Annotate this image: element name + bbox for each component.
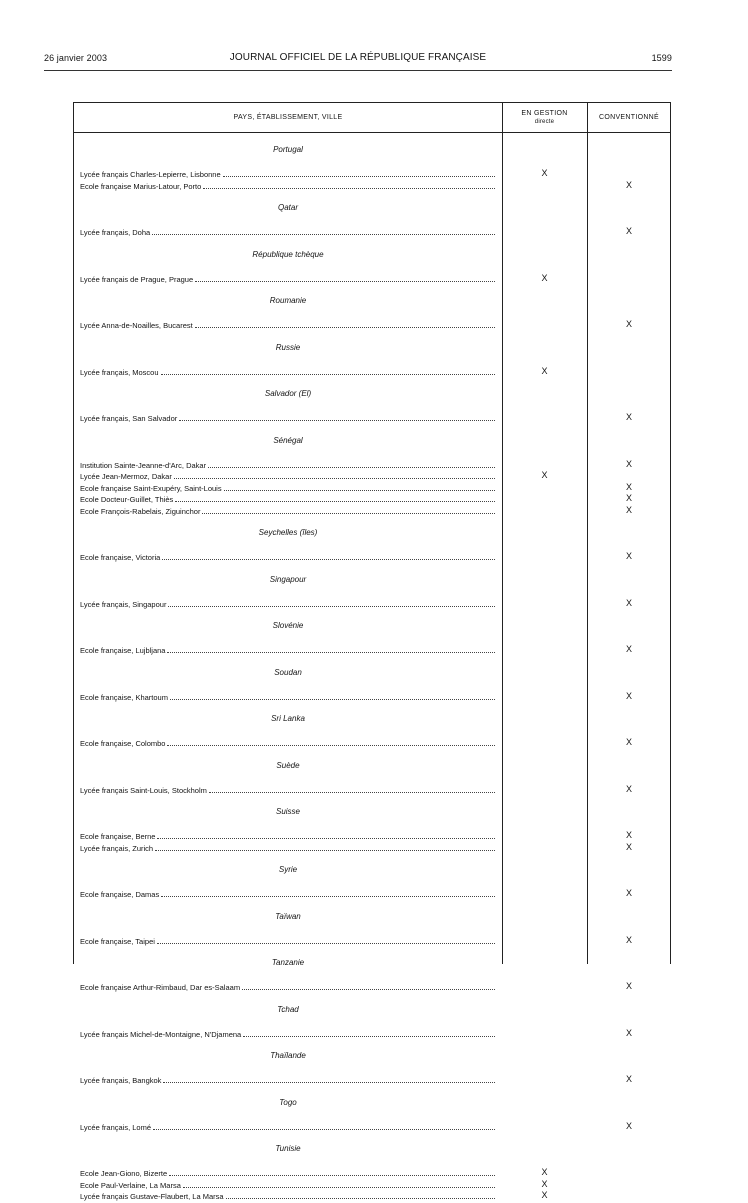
contracted-mark: X [625,1027,632,1038]
dot-leader [242,981,495,990]
contracted-mark: X [625,783,632,794]
dot-leader [157,935,495,944]
country-heading: Slovénie [272,621,304,630]
contracted-mark: X [625,841,632,852]
dot-leader [175,493,495,502]
establishment-name: Ecole française, Khartoum [80,692,168,702]
establishment-name: Lycée français, San Salvador [80,414,178,423]
table-row [74,691,670,703]
dot-leader [195,319,495,328]
table-row [74,1167,670,1179]
establishment-name: Ecole française, Taipei [80,936,155,946]
table-row [74,470,670,482]
country-heading: Tanzanie [271,958,305,967]
establishment-cell [80,888,495,901]
establishment-name: Ecole française, Damas [80,890,160,899]
table-row [74,644,670,656]
table-body [74,133,670,1202]
dot-leader [195,273,495,282]
contracted-mark: X [625,504,632,515]
establishment-cell [80,180,495,193]
country-heading: Singapour [269,574,307,584]
dot-leader [209,784,495,793]
establishment-name: Ecole François-Rabelais, Ziguinchor [80,506,201,516]
dot-leader [167,737,495,746]
table-row [74,180,670,192]
country-heading: Thaïlande [270,1051,306,1060]
table-row [74,505,670,517]
establishment-cell [80,1074,495,1087]
table-row [74,366,670,378]
table-row [74,273,670,285]
establishment-cell [80,691,495,704]
direct-management-mark: X [541,168,548,178]
country-heading: Roumanie [269,296,307,305]
establishment-name: Lycée français, Zurich [80,843,154,853]
establishment-cell [80,226,495,239]
direct-management-mark: X [541,1167,548,1177]
table-row [74,459,670,471]
column-header-establishment: PAYS, ÉTABLISSEMENT, VILLE [233,113,343,121]
direct-management-mark: X [541,272,548,283]
contracted-mark: X [625,551,632,561]
dot-leader [208,459,495,468]
dot-leader [183,1179,495,1188]
dot-leader [243,1028,495,1037]
establishment-cell [80,842,495,855]
dot-leader [161,888,495,897]
table-row [74,412,670,424]
establishment-name: Lycée français, Bangkok [80,1076,162,1085]
dot-leader [179,412,495,421]
column-header-contracted: CONVENTIONNÉ [599,113,659,121]
establishment-name: Institution Sainte-Jeanne-d'Arc, Dakar [80,460,207,470]
table-row [74,319,670,331]
establishment-name: Ecole française, Colombo [80,739,166,748]
contracted-mark: X [625,981,632,991]
direct-management-mark: X [541,1178,548,1189]
establishment-cell [80,598,495,611]
header-divider [44,70,672,71]
contracted-mark: X [625,226,632,236]
contracted-mark: X [625,830,632,840]
contracted-mark: X [625,481,632,492]
establishment-name: Lycée Jean-Mermoz, Dakar [80,472,172,481]
table-row [74,1028,670,1040]
establishment-name: Lycée français de Prague, Prague [80,274,194,284]
establishment-cell [80,935,495,948]
dot-leader [203,180,495,189]
establishment-cell [80,644,495,657]
contracted-mark: X [625,934,632,945]
establishment-cell [80,1028,495,1041]
establishment-name: Ecole Paul-Verlaine, La Marsa [80,1180,181,1190]
dot-leader [157,830,495,839]
dot-leader [152,226,495,235]
table-row [74,1179,670,1191]
contracted-mark: X [625,179,632,190]
contracted-mark: X [625,1120,632,1131]
page-number: 1599 [651,53,672,63]
establishment-name: Ecole française Arthur-Rimbaud, Dar es-Salaam [80,983,241,992]
table-row [74,1190,670,1202]
establishment-name: Lycée français, Moscou [80,367,159,377]
dot-leader [153,1121,495,1130]
establishment-cell [80,784,495,797]
establishment-cell [80,551,495,564]
country-heading: Togo [279,1097,297,1107]
establishment-name: Ecole Jean-Giono, Bizerte [80,1169,168,1178]
establishment-name: Lycée Anna-de-Noailles, Bucarest [80,321,193,330]
table-row [74,551,670,563]
dot-leader [163,1074,495,1083]
country-heading: Syrie [278,865,298,874]
country-heading: Qatar [277,203,298,212]
establishment-name: Lycée français Charles-Lepierre, Lisbonne [80,170,221,179]
contracted-mark: X [625,737,632,747]
table-row [74,830,670,842]
establishment-cell [80,1190,495,1203]
dot-leader [161,366,495,375]
contracted-mark: X [625,597,632,608]
contracted-mark: X [625,319,632,329]
issue-date: 26 janvier 2003 [44,53,108,63]
contracted-mark: X [625,458,632,469]
country-heading: Tchad [277,1004,299,1014]
journal-title: JOURNAL OFFICIEL DE LA RÉPUBLIQUE FRANÇAISE [229,52,487,63]
country-heading: Russie [275,342,301,352]
contracted-mark: X [625,412,632,422]
country-heading: Sénégal [273,435,303,445]
table-row [74,493,670,505]
direct-management-mark: X [541,1190,548,1200]
contracted-mark: X [625,690,632,701]
establishment-name: Ecole française Saint-Exupéry, Saint-Louis [80,483,222,493]
establishment-cell [80,319,495,332]
dot-leader [167,644,495,653]
establishment-name: Ecole Docteur-Guillet, Thiès [80,495,174,504]
dot-leader [155,842,495,851]
dot-leader [170,691,495,700]
table-row [74,168,670,180]
dot-leader [223,168,495,177]
schools-table [73,102,671,1201]
establishment-name: Ecole française, Berne [80,832,156,841]
contracted-mark: X [625,644,632,654]
direct-management-mark: X [541,365,548,376]
dot-leader [169,1167,495,1176]
contracted-mark: X [625,888,632,898]
table-row [74,981,670,993]
establishment-name: Lycée français, Doha [80,228,151,237]
country-heading: Soudan [274,667,302,677]
country-heading: Tunisie [275,1144,301,1153]
table-row [74,935,670,947]
table-row [74,1121,670,1133]
country-heading: République tchèque [252,249,324,259]
page-header [44,50,672,68]
establishment-name: Lycée français, Singapour [80,599,167,609]
country-heading: Sri Lanka [271,714,305,723]
establishment-cell [80,273,495,286]
dot-leader [162,551,495,560]
table-row [74,737,670,749]
establishment-cell [80,1121,495,1134]
establishment-name: Ecole française, Victoria [80,553,161,562]
establishment-cell [80,412,495,425]
country-heading: Seychelles (îles) [258,528,318,537]
establishment-cell [80,981,495,994]
country-heading: Suède [276,760,300,770]
establishment-name: Ecole française Marius-Latour, Porto [80,181,202,191]
country-heading: Portugal [273,145,303,154]
table-row [74,1074,670,1086]
table-header [74,103,670,133]
dot-leader [226,1190,495,1199]
establishment-cell [80,737,495,750]
country-heading: Suisse [275,807,300,816]
dot-leader [224,482,495,491]
table-row [74,842,670,854]
establishment-name: Lycée français Michel-de-Montaigne, N'Djamena [80,1029,242,1039]
dot-leader [174,470,495,479]
country-heading: Salvador (El) [264,389,312,398]
establishment-name: Lycée français Gustave-Flaubert, La Marsa [80,1192,224,1201]
country-heading: Taïwan [275,911,301,921]
establishment-cell [80,505,495,518]
establishment-name: Lycée français, Lomé [80,1122,152,1132]
table-row [74,598,670,610]
establishment-name: Ecole française, Lujbljana [80,646,166,655]
establishment-cell [80,366,495,379]
dot-leader [202,505,495,514]
table-row [74,784,670,796]
direct-management-mark: X [541,470,548,480]
contracted-mark: X [625,1074,632,1084]
table-row [74,888,670,900]
dot-leader [168,598,495,607]
column-header-direct-management: EN GESTION directe [521,109,568,125]
contracted-mark: X [625,493,632,503]
table-row [74,226,670,238]
establishment-name: Lycée français Saint-Louis, Stockholm [80,785,207,795]
table-row [74,482,670,494]
